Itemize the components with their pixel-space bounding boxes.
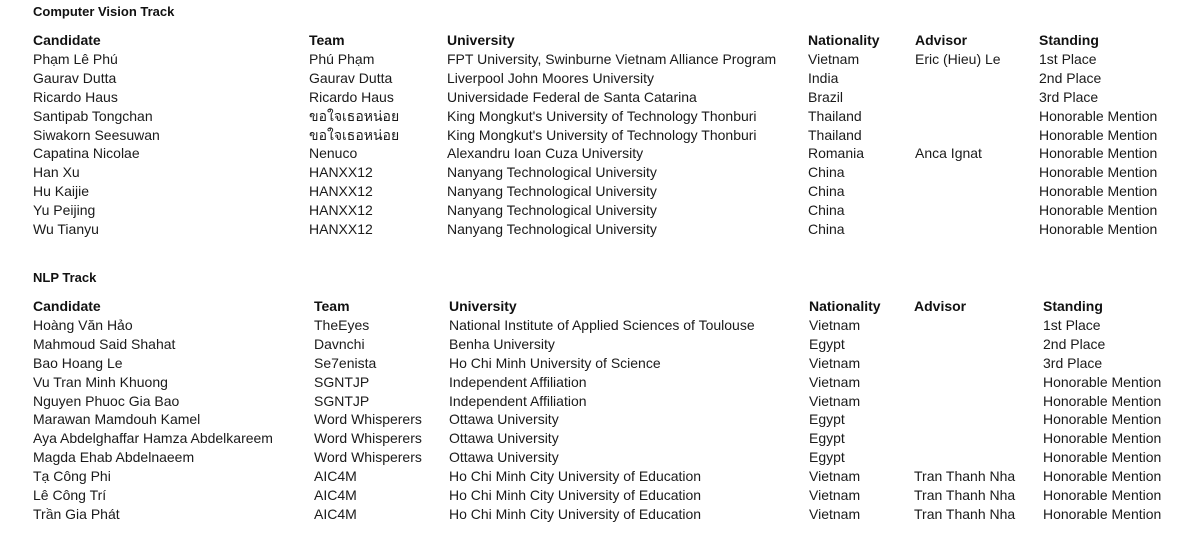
standing-cell: 2nd Place [1043,335,1106,352]
track-title: NLP Track [33,270,97,285]
table-row [33,69,1189,88]
advisor-cell [915,107,1039,126]
column-header-candidate: Candidate [33,32,101,48]
advisor-cell [914,373,1043,392]
candidate-cell: Ricardo Haus [33,88,118,105]
standing-cell: 2nd Place [1039,69,1102,86]
university-cell: King Mongkut's University of Technology Thonburi [447,126,757,143]
table-row [33,335,1193,354]
advisor-cell [914,335,1043,354]
advisor-cell: Tran Thanh Nha [914,487,1016,504]
team-cell: Davnchi [314,335,365,352]
team-cell: AIC4M [314,468,357,485]
university-cell: Ottawa University [449,411,559,428]
standing-cell: Honorable Mention [1043,468,1162,485]
team-cell: Se7enista [314,354,377,371]
team-cell: AIC4M [314,487,357,504]
university-cell: Independent Affiliation [449,373,587,390]
university-cell: Ottawa University [449,430,559,447]
nationality-cell: Vietnam [809,468,861,485]
nationality-cell: China [808,202,845,219]
advisor-cell: Tran Thanh Nha [914,468,1016,485]
column-header-university: University [447,32,515,48]
table-row [33,144,1189,163]
standing-cell: Honorable Mention [1039,164,1158,181]
table-header-row [33,31,1189,50]
table-row [33,163,1189,182]
candidate-cell: Bao Hoang Le [33,354,123,371]
table-row [33,392,1193,411]
team-cell: HANXX12 [309,202,373,219]
nationality-cell: Egypt [809,430,845,447]
advisor-cell: Tran Thanh Nha [914,505,1016,522]
nationality-cell: Romania [808,145,865,162]
candidate-cell: Magda Ehab Abdelnaeem [33,449,195,466]
team-cell: Ricardo Haus [309,88,394,105]
team-cell: HANXX12 [309,221,373,238]
standing-cell: 3rd Place [1039,88,1099,105]
university-cell: King Mongkut's University of Technology Thonburi [447,107,757,124]
standing-cell: Honorable Mention [1043,430,1162,447]
advisor-cell [914,316,1043,335]
standing-cell: Honorable Mention [1039,126,1158,143]
candidate-cell: Hoàng Văn Hảo [33,316,133,333]
standing-cell: Honorable Mention [1043,373,1162,390]
team-cell: TheEyes [314,316,370,333]
university-cell: Ho Chi Minh City University of Education [449,468,702,485]
standing-cell: Honorable Mention [1043,449,1162,466]
candidate-cell: Mahmoud Said Shahat [33,335,176,352]
team-cell: HANXX12 [309,164,373,181]
nationality-cell: China [808,183,845,200]
table-row [33,126,1189,145]
advisor-cell [915,182,1039,201]
university-cell: Ho Chi Minh City University of Education [449,487,702,504]
university-cell: Benha University [449,335,555,352]
advisor-cell [915,201,1039,220]
team-cell: Gaurav Dutta [309,69,393,86]
table-row [33,429,1193,448]
university-cell: National Institute of Applied Sciences of Toulouse [449,316,755,333]
nationality-cell: Thailand [808,126,862,143]
nationality-cell: Vietnam [809,487,861,504]
nationality-cell: Vietnam [809,505,861,522]
table-row [33,182,1189,201]
candidate-cell: Gaurav Dutta [33,69,117,86]
candidate-cell: Wu Tianyu [33,221,99,238]
column-header-standing: Standing [1039,32,1099,48]
standing-cell: Honorable Mention [1039,221,1158,238]
standing-cell: 1st Place [1039,50,1097,67]
team-cell: ขอใจเธอหน่อย [309,107,400,124]
candidate-cell: Tạ Công Phi [33,468,111,485]
column-header-university: University [449,298,517,314]
column-header-candidate: Candidate [33,298,101,314]
university-cell: Nanyang Technological University [447,221,657,238]
table-row [33,373,1193,392]
table-row [33,505,1193,524]
advisor-cell [915,88,1039,107]
candidate-cell: Capatina Nicolae [33,145,140,162]
table-row [33,88,1189,107]
university-cell: Liverpool John Moores University [447,69,654,86]
advisor-cell: Eric (Hieu) Le [915,50,1001,67]
table-row [33,220,1189,239]
nationality-cell: Vietnam [808,50,860,67]
standing-cell: Honorable Mention [1039,145,1158,162]
column-header-advisor: Advisor [914,298,967,314]
candidate-cell: Han Xu [33,164,80,181]
advisor-cell [915,126,1039,145]
candidate-cell: Vu Tran Minh Khuong [33,373,168,390]
team-cell: ขอใจเธอหน่อย [309,126,400,143]
column-header-team: Team [309,32,345,48]
university-cell: Universidade Federal de Santa Catarina [447,88,697,105]
nationality-cell: Vietnam [809,392,861,409]
university-cell: Ho Chi Minh City University of Education [449,505,702,522]
nationality-cell: India [808,69,839,86]
advisor-cell: Anca Ignat [915,145,982,162]
advisor-cell [914,410,1043,429]
advisor-cell [914,392,1043,411]
nationality-cell: Vietnam [809,373,861,390]
standing-cell: 1st Place [1043,316,1101,333]
team-cell: SGNTJP [314,373,370,390]
team-cell: AIC4M [314,505,357,522]
university-cell: Nanyang Technological University [447,183,657,200]
table-row [33,201,1189,220]
column-header-nationality: Nationality [808,32,880,48]
team-cell: Word Whisperers [314,449,422,466]
advisor-cell [914,429,1043,448]
team-cell: Word Whisperers [314,430,422,447]
nlp-results-table [33,297,1193,524]
candidate-cell: Phạm Lê Phú [33,50,118,67]
candidate-cell: Hu Kaijie [33,183,90,200]
nationality-cell: China [808,221,845,238]
column-header-standing: Standing [1043,298,1103,314]
nlp-table-body [33,316,1193,524]
advisor-cell [915,220,1039,239]
university-cell: Nanyang Technological University [447,164,657,181]
nationality-cell: Egypt [809,411,845,428]
standing-cell: 3rd Place [1043,354,1103,371]
standing-cell: Honorable Mention [1043,505,1162,522]
standing-cell: Honorable Mention [1043,411,1162,428]
candidate-cell: Santipab Tongchan [33,107,153,124]
track-title: Computer Vision Track [33,4,175,19]
nationality-cell: Vietnam [809,354,861,371]
nationality-cell: Egypt [809,335,845,352]
candidate-cell: Marawan Mamdouh Kamel [33,411,201,428]
column-header-team: Team [314,298,350,314]
nationality-cell: Egypt [809,449,845,466]
candidate-cell: Aya Abdelghaffar Hamza Abdelkareem [33,430,273,447]
table-row [33,448,1193,467]
nationality-cell: Thailand [808,107,862,124]
candidate-cell: Trần Gia Phát [33,505,120,522]
nationality-cell: China [808,164,845,181]
university-cell: Alexandru Ioan Cuza University [447,145,644,162]
candidate-cell: Yu Peijing [33,202,96,219]
table-row [33,410,1193,429]
team-cell: SGNTJP [314,392,370,409]
advisor-cell [915,69,1039,88]
advisor-cell [915,163,1039,182]
standing-cell: Honorable Mention [1043,487,1162,504]
university-cell: Nanyang Technological University [447,202,657,219]
advisor-cell [914,354,1043,373]
computer-vision-table-body [33,50,1189,239]
table-header-row [33,297,1193,316]
university-cell: Ho Chi Minh University of Science [449,354,661,371]
table-row [33,486,1193,505]
standing-cell: Honorable Mention [1039,183,1158,200]
candidate-cell: Siwakorn Seesuwan [33,126,160,143]
university-cell: FPT University, Swinburne Vietnam Alliance Program [447,50,777,67]
candidate-cell: Lê Công Trí [33,487,107,504]
standing-cell: Honorable Mention [1039,202,1158,219]
standing-cell: Honorable Mention [1043,392,1162,409]
table-row [33,107,1189,126]
column-header-nationality: Nationality [809,298,881,314]
team-cell: HANXX12 [309,183,373,200]
university-cell: Independent Affiliation [449,392,587,409]
column-header-advisor: Advisor [915,32,968,48]
table-row [33,50,1189,69]
computer-vision-results-table [33,31,1189,239]
university-cell: Ottawa University [449,449,559,466]
advisor-cell [914,448,1043,467]
table-row [33,316,1193,335]
table-row [33,467,1193,486]
team-cell: Phú Phạm [309,50,375,67]
nationality-cell: Vietnam [809,316,861,333]
team-cell: Nenuco [309,145,358,162]
nationality-cell: Brazil [808,88,844,105]
standing-cell: Honorable Mention [1039,107,1158,124]
candidate-cell: Nguyen Phuoc Gia Bao [33,392,180,409]
table-row [33,354,1193,373]
team-cell: Word Whisperers [314,411,422,428]
